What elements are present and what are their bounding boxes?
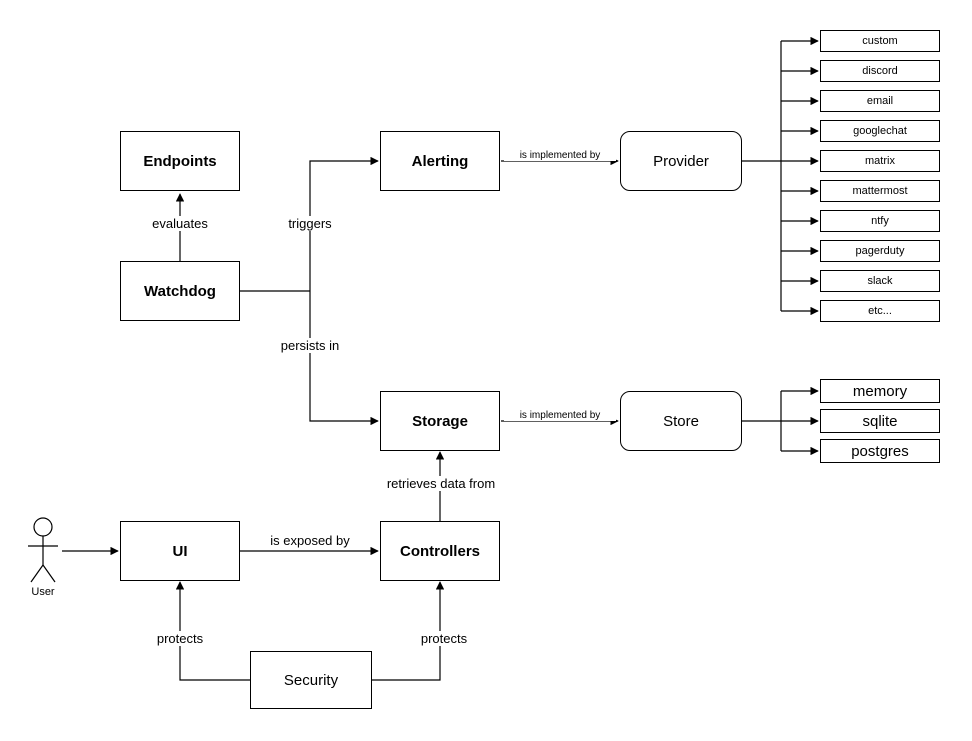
edge-label-alerting-provider — [504, 150, 616, 161]
provider-item-discord[interactable] — [820, 60, 940, 82]
provider-item-label: pagerduty — [855, 245, 905, 257]
node-controllers-label: Controllers — [399, 542, 480, 560]
edge-label-text: protects — [156, 631, 204, 646]
node-controllers[interactable] — [380, 521, 500, 581]
edge-label-evaluates — [132, 216, 228, 231]
store-item-memory[interactable] — [820, 379, 940, 403]
node-storage-label: Storage — [412, 412, 468, 430]
node-alerting[interactable] — [380, 131, 500, 191]
provider-item-mattermost[interactable] — [820, 180, 940, 202]
node-alerting-label: Alerting — [411, 152, 469, 170]
provider-item-custom[interactable] — [820, 30, 940, 52]
provider-item-label: googlechat — [853, 125, 907, 137]
node-endpoints[interactable] — [120, 131, 240, 191]
edge-label-protects-ui — [132, 631, 228, 646]
edge-label-text: evaluates — [152, 216, 208, 231]
store-item-label: memory — [852, 382, 908, 400]
edge-label-text: protects — [420, 631, 468, 646]
edge-label-text: is implemented by — [519, 410, 601, 421]
edge-label-retrieves-data-from — [362, 476, 520, 491]
provider-item-etc[interactable] — [820, 300, 940, 322]
provider-item-label: slack — [867, 275, 893, 287]
store-item-sqlite[interactable] — [820, 409, 940, 433]
node-watchdog-label: Watchdog — [144, 282, 216, 300]
node-ui-label: UI — [172, 542, 188, 560]
provider-item-matrix[interactable] — [820, 150, 940, 172]
actor-user-label — [13, 586, 73, 598]
node-watchdog[interactable] — [120, 261, 240, 321]
provider-item-label: mattermost — [852, 185, 908, 197]
node-ui[interactable] — [120, 521, 240, 581]
provider-item-label: email — [866, 95, 894, 107]
edge-label-persists-in — [262, 338, 358, 353]
actor-user-text: User — [31, 586, 55, 598]
provider-item-label: discord — [862, 65, 898, 77]
edge-label-protects-controllers — [396, 631, 492, 646]
provider-item-email[interactable] — [820, 90, 940, 112]
node-provider[interactable] — [620, 131, 742, 191]
provider-item-label: etc... — [868, 305, 892, 317]
node-storage[interactable] — [380, 391, 500, 451]
edge-label-text: is exposed by — [270, 533, 350, 548]
node-provider-label: Provider — [653, 152, 709, 170]
provider-item-pagerduty[interactable] — [820, 240, 940, 262]
node-store-label: Store — [663, 412, 699, 430]
store-item-postgres[interactable] — [820, 439, 940, 463]
edge-label-triggers — [262, 216, 358, 231]
edge-label-is-exposed-by — [250, 533, 370, 548]
edge-label-text: triggers — [288, 216, 332, 231]
provider-item-label: matrix — [865, 155, 895, 167]
node-security-label: Security — [283, 671, 339, 689]
node-security[interactable] — [250, 651, 372, 709]
edge-label-text: persists in — [280, 338, 340, 353]
provider-item-ntfy[interactable] — [820, 210, 940, 232]
store-item-label: postgres — [851, 442, 909, 460]
provider-item-label: custom — [862, 35, 898, 47]
provider-item-slack[interactable] — [820, 270, 940, 292]
edge-label-text: is implemented by — [519, 150, 601, 161]
store-item-label: sqlite — [862, 412, 898, 430]
provider-item-googlechat[interactable] — [820, 120, 940, 142]
node-endpoints-label: Endpoints — [143, 152, 217, 170]
node-store[interactable] — [620, 391, 742, 451]
edge-label-text: retrieves data from — [386, 476, 496, 491]
edge-label-storage-store — [504, 410, 616, 421]
provider-item-label: ntfy — [871, 215, 889, 227]
